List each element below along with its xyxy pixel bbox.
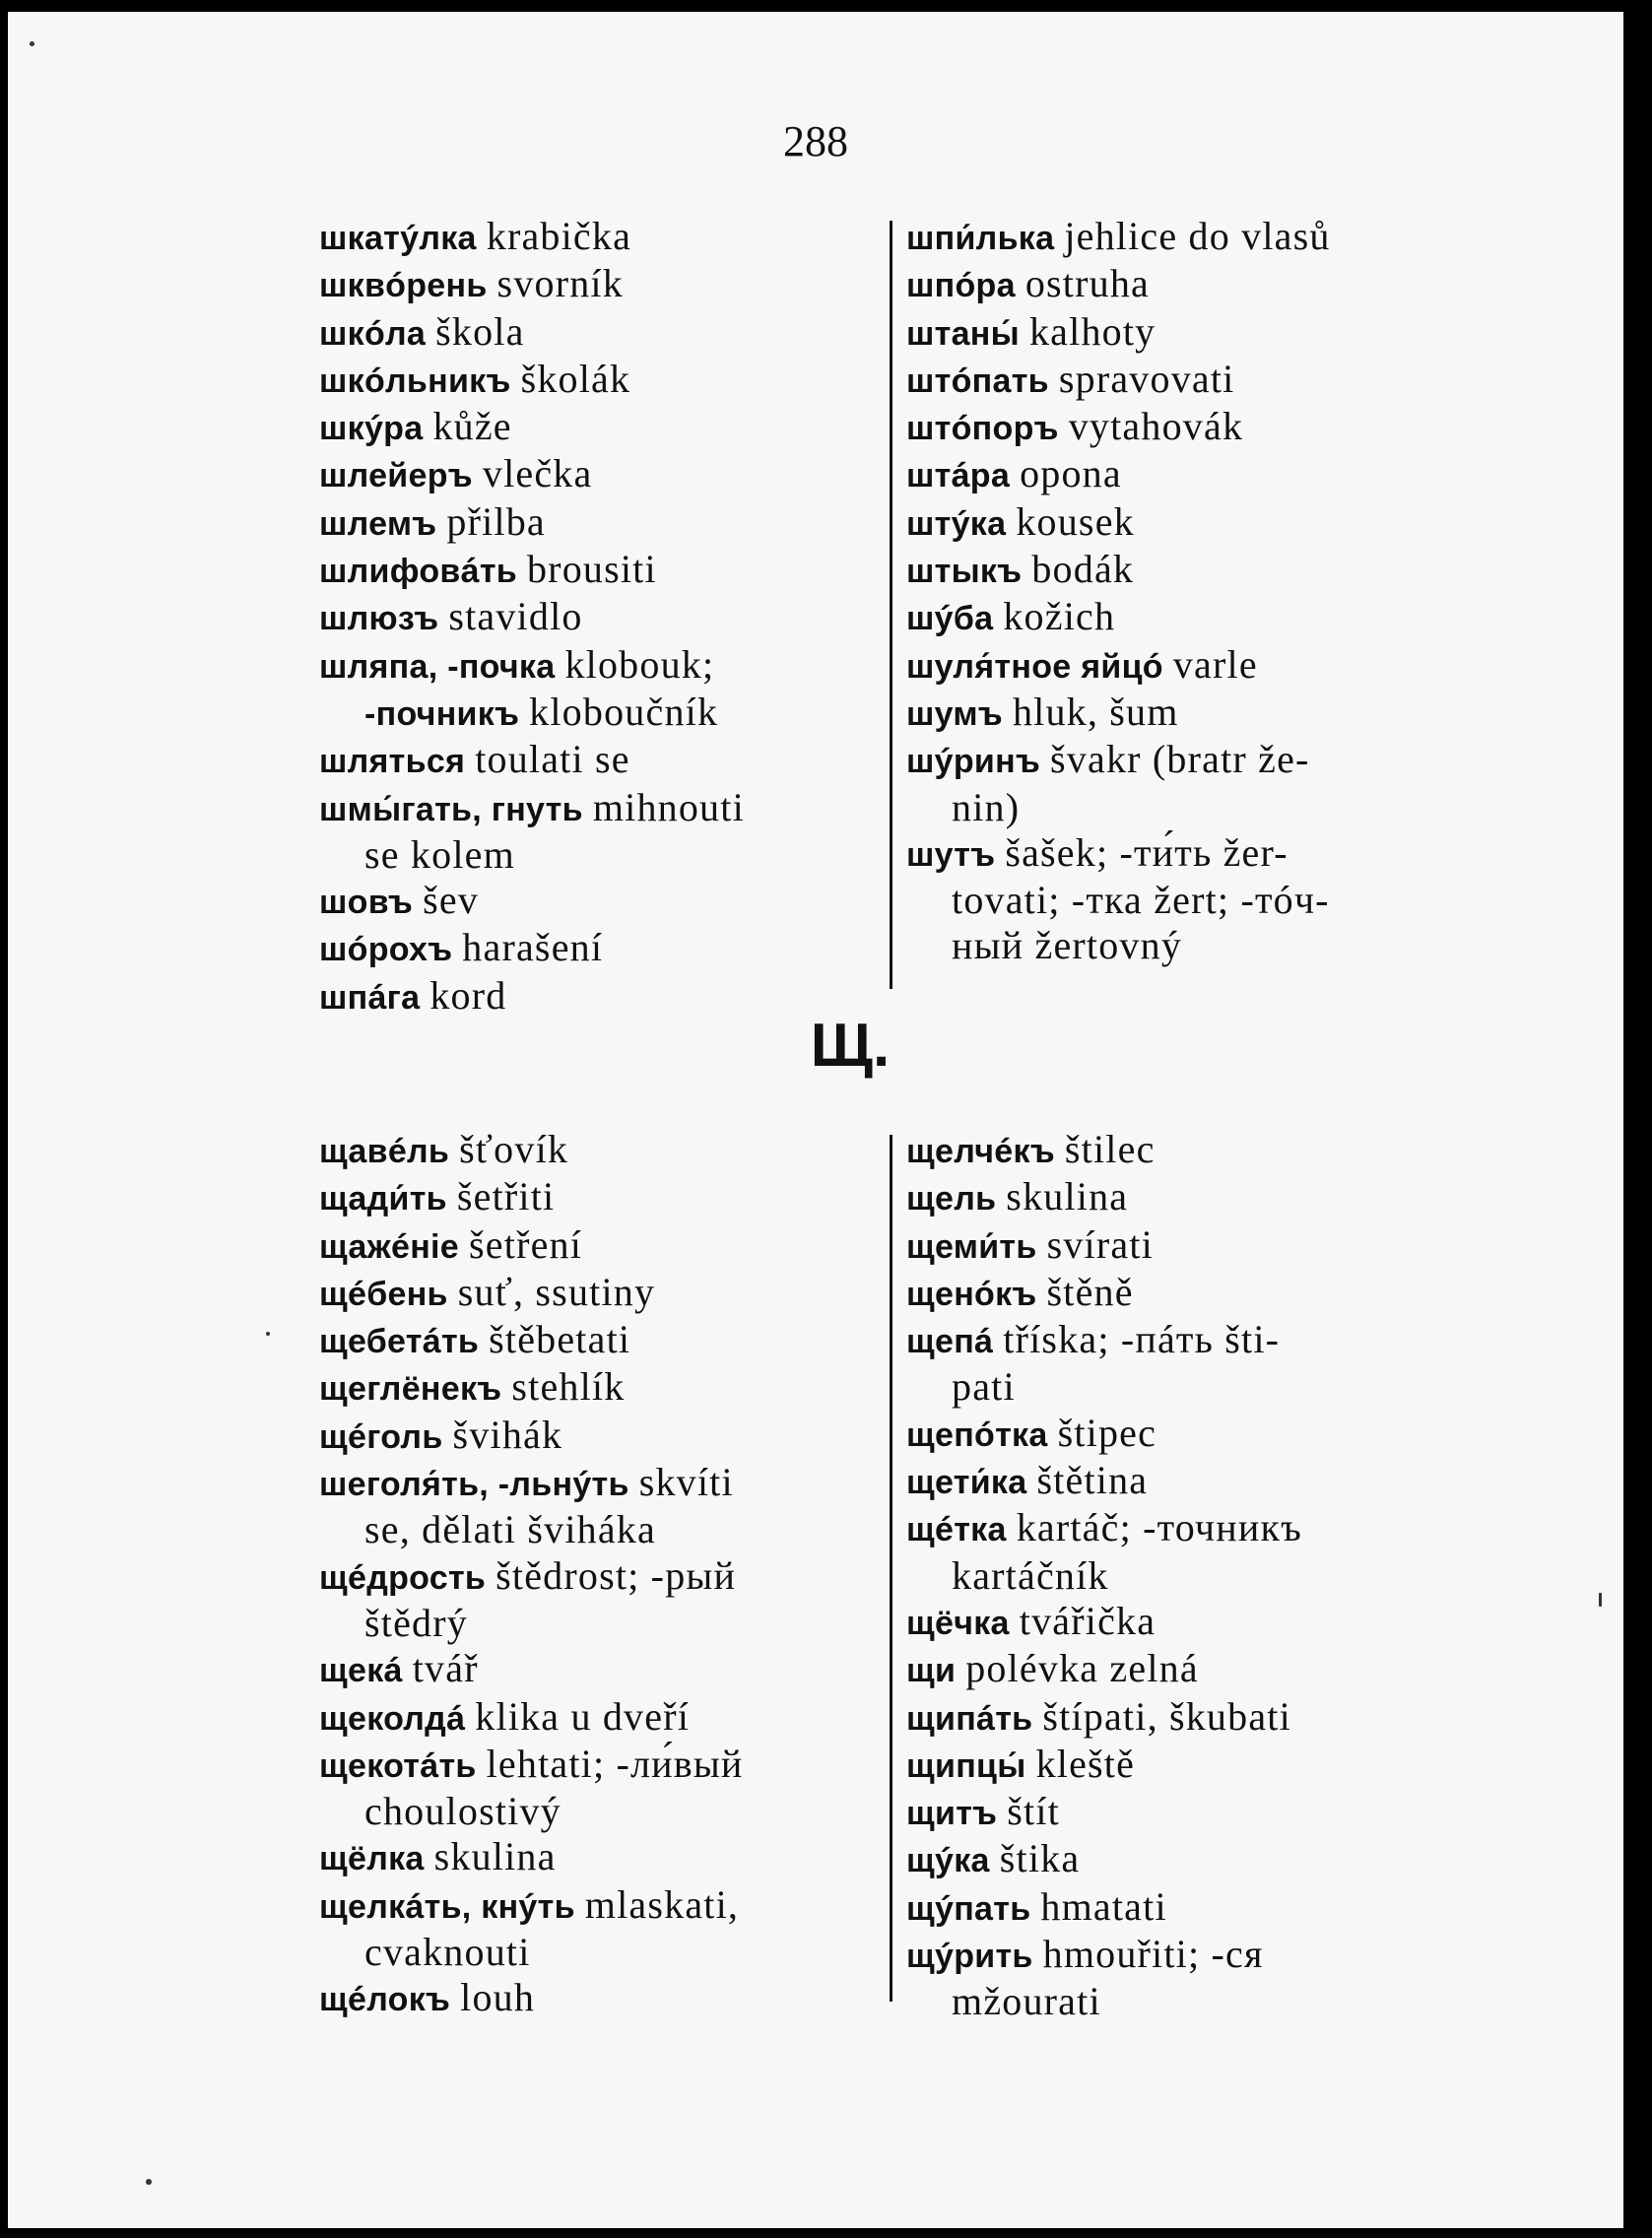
headword: шóрохъ xyxy=(319,931,453,969)
translation: se kolem xyxy=(364,831,515,877)
entry-continuation xyxy=(319,1930,892,1975)
dictionary-entry xyxy=(906,1505,1472,1552)
translation: skvíti xyxy=(638,1460,734,1505)
entry-continuation xyxy=(906,878,1472,923)
translation: cvaknouti xyxy=(364,1930,531,1975)
headword: шпóра xyxy=(906,267,1016,305)
dictionary-entry xyxy=(906,547,1472,594)
headword: штóпоръ xyxy=(906,410,1059,448)
translation: švihák xyxy=(452,1412,563,1457)
right-column xyxy=(906,214,1472,969)
dictionary-entry xyxy=(906,1836,1472,1883)
translation: šašek; -ти́ть žer- xyxy=(1005,829,1289,875)
translation: choulostivý xyxy=(364,1789,562,1834)
headword: шлифовáть xyxy=(319,553,517,591)
translation: švakr (bratr že- xyxy=(1050,737,1310,782)
headword: щýрить xyxy=(906,1938,1033,1976)
translation: štípati, škubati xyxy=(1042,1693,1291,1739)
translation: přilba xyxy=(446,498,546,544)
translation: bodák xyxy=(1031,547,1135,592)
right-column xyxy=(906,1127,1472,2025)
dictionary-entry xyxy=(319,547,892,594)
dictionary-entry xyxy=(906,690,1472,737)
translation: stavidlo xyxy=(448,594,583,639)
dictionary-entry xyxy=(906,1789,1472,1836)
dictionary-entry xyxy=(906,1411,1472,1458)
translation: štipec xyxy=(1057,1410,1157,1455)
headword: щеколдá xyxy=(319,1699,466,1738)
translation: svorník xyxy=(496,261,624,306)
dictionary-entry xyxy=(906,1174,1472,1221)
headword: -почникъ xyxy=(364,694,520,733)
translation: štěbetati xyxy=(489,1317,631,1362)
paper-speck xyxy=(30,41,34,46)
translation: varle xyxy=(1172,641,1258,687)
headword: щелкáть, кнýть xyxy=(319,1887,575,1926)
translation: toulati se xyxy=(475,737,630,782)
headword: щавéль xyxy=(319,1133,450,1170)
dictionary-entry xyxy=(319,1174,892,1221)
translation: vytahovák xyxy=(1068,404,1244,449)
dictionary-entry xyxy=(319,1694,892,1742)
dictionary-entry xyxy=(319,309,892,357)
dictionary-entry xyxy=(906,309,1472,357)
page-number: 288 xyxy=(783,117,848,165)
headword: шутъ xyxy=(906,835,996,874)
translation: kloboučník xyxy=(529,689,719,734)
headword: шýба xyxy=(906,600,994,638)
dictionary-entry xyxy=(319,499,892,547)
entry-continuation xyxy=(319,690,892,737)
headword: штаны́ xyxy=(906,314,1020,353)
headword: шлемъ xyxy=(319,504,437,543)
dictionary-entry xyxy=(319,1127,892,1174)
headword: шýринъ xyxy=(906,743,1041,781)
paper-speck xyxy=(266,1332,270,1336)
translation: štěně xyxy=(1046,1269,1134,1314)
headword: щепá xyxy=(906,1323,994,1361)
headword: щéбень xyxy=(319,1275,448,1313)
translation: louh xyxy=(460,1975,536,2020)
letter-heading: Щ. xyxy=(810,1012,891,1080)
entry-continuation xyxy=(906,1979,1472,2024)
headword: щади́ть xyxy=(319,1180,447,1218)
dictionary-entry xyxy=(906,642,1472,690)
headword: щипáть xyxy=(906,1699,1033,1738)
dictionary-entry xyxy=(319,357,892,404)
translation: kožich xyxy=(1003,594,1116,639)
headword: шпи́лька xyxy=(906,220,1055,257)
translation: polévka zelná xyxy=(965,1646,1199,1691)
translation: štika xyxy=(999,1836,1081,1881)
left-column xyxy=(319,1127,892,2023)
translation: se, dělati šviháka xyxy=(364,1507,656,1552)
headword: шляться xyxy=(319,743,466,781)
headword: шлейеръ xyxy=(319,457,473,495)
translation: štědrost; -рый xyxy=(496,1552,737,1598)
translation: štít xyxy=(1007,1789,1060,1834)
entry-continuation xyxy=(906,785,1472,830)
headword: щекотáть xyxy=(319,1746,477,1785)
translation: nin) xyxy=(952,784,1021,829)
headword: щипцы́ xyxy=(906,1746,1026,1785)
headword: штóпать xyxy=(906,362,1049,400)
translation: opona xyxy=(1020,451,1122,496)
dictionary-entry xyxy=(906,1599,1472,1646)
translation: mlaskati, xyxy=(584,1881,740,1927)
headword: шкатýлка xyxy=(319,220,477,257)
dictionary-entry xyxy=(906,1742,1472,1789)
translation: pati xyxy=(952,1364,1016,1410)
translation: štětina xyxy=(1036,1458,1149,1503)
headword: щекá xyxy=(319,1652,403,1690)
translation: svírati xyxy=(1046,1221,1154,1267)
dictionary-entry xyxy=(319,1364,892,1412)
headword: шовъ xyxy=(319,884,414,922)
dictionary-page xyxy=(8,12,1623,2228)
translation: šetřiti xyxy=(456,1174,556,1219)
translation: ostruha xyxy=(1024,261,1150,306)
dictionary-entry xyxy=(906,214,1472,261)
dictionary-entry xyxy=(319,1646,892,1693)
dictionary-entry xyxy=(319,1553,892,1601)
headword: щеми́ть xyxy=(906,1227,1037,1266)
translation: lehtati; -ли́вый xyxy=(486,1741,744,1786)
translation: kalhoty xyxy=(1028,308,1156,354)
headword: щéдрость xyxy=(319,1558,487,1597)
headword: щепóтка xyxy=(906,1415,1048,1454)
entry-continuation xyxy=(906,1364,1472,1410)
dictionary-entry xyxy=(906,1694,1472,1742)
paper-speck xyxy=(1599,1593,1602,1607)
dictionary-entry xyxy=(906,1646,1472,1693)
translation: klobouk; xyxy=(564,641,715,687)
headword: щитъ xyxy=(906,1795,998,1833)
translation: kůže xyxy=(432,404,512,449)
left-column xyxy=(319,214,892,1020)
headword: щенóкъ xyxy=(906,1275,1037,1313)
entry-continuation xyxy=(319,1789,892,1834)
dictionary-entry xyxy=(319,1742,892,1789)
translation: tovati; -тка žert; -тóч- xyxy=(952,878,1330,923)
dictionary-entry xyxy=(906,1317,1472,1364)
dictionary-entry xyxy=(906,1932,1472,1979)
dictionary-entry xyxy=(906,499,1472,547)
dictionary-entry xyxy=(319,1882,892,1930)
dictionary-entry xyxy=(319,261,892,308)
headword: шкóла xyxy=(319,314,427,353)
dictionary-entry xyxy=(319,1834,892,1881)
dictionary-entry xyxy=(906,261,1472,308)
translation: stehlík xyxy=(511,1364,626,1410)
translation: tvářička xyxy=(1019,1598,1156,1643)
dictionary-entry xyxy=(319,1222,892,1270)
translation: kousek xyxy=(1016,498,1135,544)
translation: tvář xyxy=(412,1646,479,1691)
dictionary-entry xyxy=(906,830,1472,878)
headword: щель xyxy=(906,1180,997,1218)
paper-speck xyxy=(146,2179,152,2185)
headword: штáра xyxy=(906,457,1011,495)
headword: шкóльникъ xyxy=(319,362,511,400)
dictionary-entry xyxy=(319,737,892,784)
translation: škola xyxy=(435,308,525,354)
headword: щажéніе xyxy=(319,1227,460,1266)
headword: шляпа, -почка xyxy=(319,647,556,686)
headword: щебетáть xyxy=(319,1323,480,1361)
dictionary-entry xyxy=(319,451,892,498)
translation: ный žertovný xyxy=(952,923,1183,968)
headword: щýка xyxy=(906,1842,990,1880)
translation: hmouřiti; -ся xyxy=(1042,1932,1264,1977)
translation: štilec xyxy=(1064,1127,1156,1171)
dictionary-entry xyxy=(906,1222,1472,1270)
headword: шкýра xyxy=(319,410,424,448)
dictionary-entry xyxy=(906,404,1472,451)
translation: šetření xyxy=(469,1221,583,1267)
dictionary-entry xyxy=(319,214,892,261)
headword: шуля́тное яйцó xyxy=(906,647,1163,686)
translation: tříska; -пáть šti- xyxy=(1003,1317,1281,1362)
dictionary-entry xyxy=(906,357,1472,404)
translation: harašení xyxy=(462,925,604,970)
entry-continuation xyxy=(319,1601,892,1646)
translation: suť, ssutiny xyxy=(457,1269,656,1314)
translation: štědrý xyxy=(364,1600,468,1645)
entry-continuation xyxy=(319,832,892,878)
translation: krabička xyxy=(486,214,632,258)
translation: kleště xyxy=(1035,1741,1136,1786)
translation: skulina xyxy=(1006,1174,1129,1219)
dictionary-entry xyxy=(319,1413,892,1460)
translation: skulina xyxy=(433,1834,557,1879)
dictionary-entry xyxy=(906,1127,1472,1174)
entry-continuation xyxy=(906,1553,1472,1599)
headword: щéтка xyxy=(906,1511,1007,1549)
headword: шпáга xyxy=(319,978,421,1017)
translation: brousiti xyxy=(526,547,657,592)
headword: щи xyxy=(906,1652,957,1690)
translation: hluk, šum xyxy=(1012,689,1179,734)
headword: щелчéкъ xyxy=(906,1133,1055,1170)
dictionary-entry xyxy=(319,404,892,451)
translation: šťovík xyxy=(459,1127,569,1171)
dictionary-entry xyxy=(319,1975,892,2022)
translation: mžourati xyxy=(952,1979,1101,2024)
headword: щёчка xyxy=(906,1604,1010,1642)
translation: vlečka xyxy=(482,451,593,496)
translation: hmatati xyxy=(1040,1883,1167,1929)
dictionary-entry xyxy=(319,1270,892,1317)
dictionary-entry xyxy=(319,785,892,832)
headword: шумъ xyxy=(906,694,1003,733)
headword: шлюзъ xyxy=(319,600,439,638)
translation: kartáčník xyxy=(952,1552,1109,1598)
headword: щёлка xyxy=(319,1840,425,1878)
dictionary-entry xyxy=(906,1458,1472,1505)
translation: jehlice do vlasů xyxy=(1064,214,1331,258)
headword: щеглёнекъ xyxy=(319,1370,502,1409)
headword: шмы́гать, гнуть xyxy=(319,790,583,828)
translation: kord xyxy=(430,972,507,1018)
dictionary-entry xyxy=(906,737,1472,784)
entry-continuation xyxy=(319,1507,892,1552)
translation: spravovati xyxy=(1058,356,1235,401)
translation: školák xyxy=(520,356,631,401)
dictionary-entry xyxy=(319,1317,892,1364)
headword: щéлокъ xyxy=(319,1981,451,2019)
headword: щети́ка xyxy=(906,1464,1027,1502)
translation: šev xyxy=(423,878,480,923)
headword: щéголь xyxy=(319,1417,443,1456)
dictionary-entry xyxy=(319,925,892,972)
dictionary-entry xyxy=(906,451,1472,498)
headword: штýка xyxy=(906,504,1007,543)
translation: mihnouti xyxy=(592,784,745,829)
dictionary-entry xyxy=(906,594,1472,641)
dictionary-entry xyxy=(906,1884,1472,1932)
dictionary-entry xyxy=(319,642,892,690)
headword: щýпать xyxy=(906,1889,1031,1928)
headword: штыкъ xyxy=(906,553,1023,591)
dictionary-entry xyxy=(906,1270,1472,1317)
dictionary-entry xyxy=(319,878,892,925)
dictionary-entry xyxy=(319,1460,892,1507)
translation: kartáč; -точникъ xyxy=(1016,1505,1302,1550)
translation: klika u dveří xyxy=(475,1693,691,1739)
headword: шквóрень xyxy=(319,267,488,305)
headword: шеголя́ть, -льнýть xyxy=(319,1466,629,1504)
dictionary-entry xyxy=(319,594,892,641)
entry-continuation xyxy=(906,923,1472,968)
